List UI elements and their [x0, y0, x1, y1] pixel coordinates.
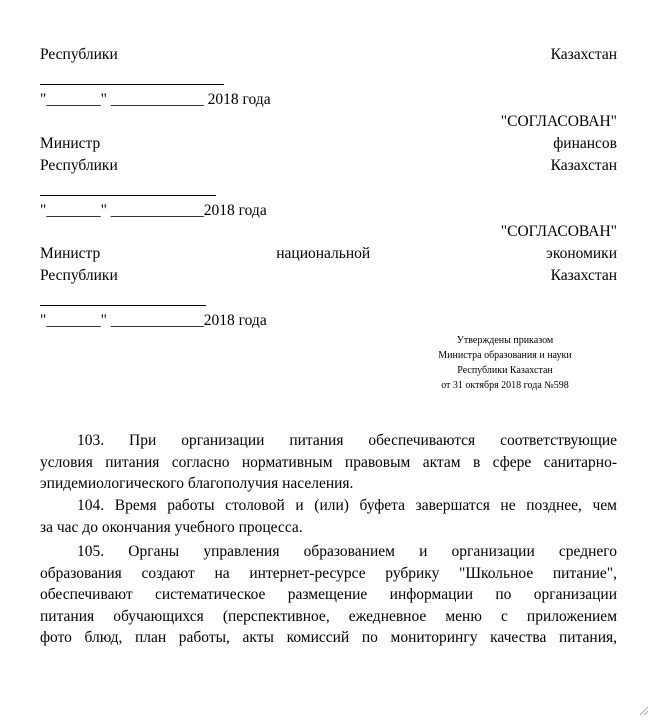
- paragraph-105: [40, 541, 617, 649]
- republic-label: Республики: [40, 267, 118, 284]
- ministry-label: финансов: [553, 135, 617, 152]
- paragraph-line: условия питания согласно нормативным правовым актам в сфере санитарно-: [40, 453, 617, 471]
- date-line-1: "_______" ____________ 2018 года: [40, 91, 271, 108]
- date-line-2: "_______" ____________2018 года: [40, 202, 267, 219]
- minister-line-2: [40, 134, 617, 154]
- signature-line-1: [40, 84, 224, 85]
- stamp-line: Утверждены приказом: [456, 335, 554, 346]
- minister-line-3: [40, 244, 617, 264]
- minister-label: Министр: [40, 245, 101, 262]
- paragraph-line: 104. Время работы столовой и (или) буфета завершатся не позднее, чем: [77, 497, 617, 514]
- approved-heading-2: "СОГЛАСОВАН": [500, 113, 617, 130]
- paragraph-line: образования создают на интернет-ресурсе рубрику "Школьное питание",: [40, 564, 617, 582]
- paragraph-line: фото блюд, план работы, акты комиссий по мониторингу качества питания,: [40, 629, 617, 647]
- minister-label: Министр: [40, 135, 101, 152]
- kazakhstan-label: Казахстан: [550, 157, 617, 174]
- republic-line-2: [40, 156, 617, 176]
- approved-heading-3: "СОГЛАСОВАН": [500, 223, 617, 240]
- republic-label: Республики: [40, 157, 118, 174]
- paragraph-line: 103. При организации питания обеспечиваются соответствующие: [77, 432, 617, 449]
- republic-label: Республики: [40, 46, 118, 63]
- national-label: национальной: [276, 245, 371, 262]
- paragraph-line: обеспечивают систематическое размещение информации по организации: [40, 586, 617, 604]
- paragraph-line: эпидемиологического благополучия населения.: [40, 475, 354, 493]
- paragraph-line: питания обучающихся (перспективное, ежедневное меню с приложением: [40, 607, 617, 625]
- paragraph-103: [40, 430, 617, 495]
- approval-stamp: [400, 333, 610, 393]
- republic-line-1: [40, 45, 617, 65]
- signature-line-2: [40, 195, 216, 196]
- kazakhstan-label: Казахстан: [550, 267, 617, 284]
- paragraph-line: за час до окончания учебного процесса.: [40, 518, 303, 536]
- signature-line-3: [40, 305, 206, 306]
- date-line-3: "_______" ____________2018 года: [40, 312, 267, 329]
- stamp-line: от 31 октября 2018 года №598: [441, 380, 569, 391]
- republic-line-3: [40, 266, 617, 286]
- ministry-label: экономики: [546, 245, 617, 262]
- kazakhstan-label: Казахстан: [550, 46, 617, 63]
- stamp-line: Министра образования и науки: [438, 350, 572, 361]
- paragraph-line: 105. Органы управления образованием и организации среднего: [77, 543, 617, 560]
- stamp-line: Республики Казахстан: [457, 365, 553, 376]
- resize-grip-icon: [637, 704, 649, 716]
- paragraph-104: [40, 495, 617, 538]
